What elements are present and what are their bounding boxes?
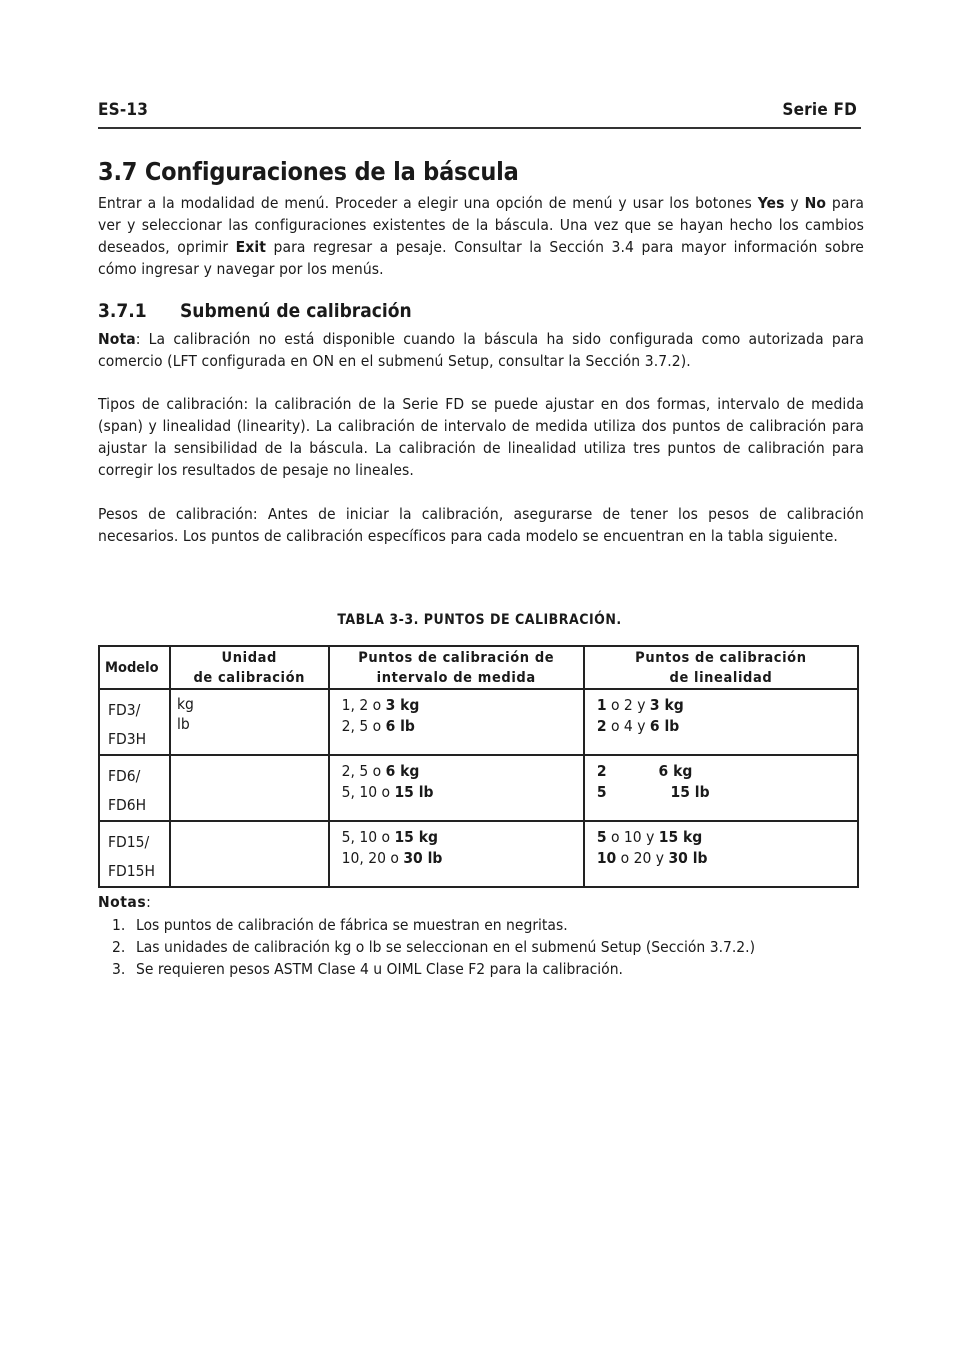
- exit-key-label: Exit: [235, 238, 267, 256]
- span-points-cell: [329, 821, 584, 887]
- notes-heading-colon: :: [146, 893, 152, 911]
- lin-point-values: o 10 y: [606, 828, 659, 846]
- section-intro: [98, 192, 864, 280]
- header-unit: [170, 646, 329, 689]
- span-point-values: 10, 20 o: [341, 849, 404, 867]
- note-text: : La calibración no está disponible cuando la báscula ha sido configurada como autorizada para comercio (LFT configurada en ON en el submenú Setup, consultar la Sección 3.7.2).: [98, 330, 864, 370]
- note-item-text: Los puntos de calibración de fábrica se muestran en negritas.: [136, 916, 568, 934]
- header-lin-line: Puntos de calibración: [635, 650, 807, 666]
- model-cell: [99, 689, 170, 755]
- unit-value: kg: [176, 695, 194, 713]
- lin-factory-point: 10: [596, 849, 617, 867]
- subsection-title: [98, 300, 412, 322]
- lin-point-values: o 2 y: [606, 696, 650, 714]
- header-unit-line: de calibración: [193, 670, 306, 686]
- lin-factory-point: 15 lb: [670, 783, 710, 801]
- note-label: Nota: [98, 330, 136, 348]
- section-title: 3.7 Configuraciones de la báscula: [98, 157, 519, 186]
- notes-heading: [98, 893, 151, 911]
- model-name: FD3/: [108, 701, 141, 719]
- span-points-cell: [329, 689, 584, 755]
- header-rule: [98, 127, 861, 129]
- header-model: Modelo: [99, 646, 170, 689]
- document-series: Serie FD: [782, 100, 857, 120]
- span-factory-point: 6 lb: [385, 717, 415, 735]
- intro-text: Entrar a la modalidad de menú. Proceder a elegir una opción de menú y usar los botones: [98, 194, 758, 212]
- unit-cell: [170, 755, 329, 821]
- table-row: [99, 755, 858, 821]
- header-span-line: intervalo de medida: [376, 670, 536, 686]
- yes-key-label: Yes: [757, 194, 785, 212]
- span-point-values: 5, 10 o: [341, 783, 395, 801]
- unit-value: lb: [176, 715, 190, 733]
- header-unit-line: Unidad: [221, 650, 277, 666]
- span-point-values: 1, 2 o: [341, 696, 386, 714]
- intro-text: y: [784, 194, 805, 212]
- note-item-text: Se requieren pesos ASTM Clase 4 u OIML Clase F2 para la calibración.: [136, 960, 623, 978]
- lin-factory-point: 30 lb: [668, 849, 708, 867]
- linearity-points-cell: [584, 755, 858, 821]
- span-factory-point: 3 kg: [385, 696, 420, 714]
- lin-factory-point: 1: [596, 696, 607, 714]
- subsection-number: 3.7.1: [98, 300, 147, 322]
- table-caption: TABLA 3-3. PUNTOS DE CALIBRACIÓN.: [337, 612, 622, 628]
- span-points-cell: [329, 755, 584, 821]
- lin-factory-point: 2: [596, 717, 607, 735]
- list-item: [112, 958, 862, 980]
- table-header-row: [99, 646, 858, 689]
- span-point-values: 2, 5 o: [341, 717, 386, 735]
- note-item-text: Las unidades de calibración kg o lb se seleccionan en el submenú Setup (Sección 3.7.2.): [136, 938, 756, 956]
- model-name: FD6H: [108, 796, 147, 814]
- subsection-title-text: Submenú de calibración: [180, 300, 412, 322]
- header-span-points: [329, 646, 584, 689]
- lin-factory-point: 5: [596, 828, 607, 846]
- list-item: [112, 936, 862, 958]
- unit-cell: [170, 689, 329, 755]
- lin-point-values: o 20 y: [616, 849, 669, 867]
- span-point-values: 2, 5 o: [341, 762, 386, 780]
- model-name: FD6/: [108, 767, 141, 785]
- note-number: 2.: [112, 938, 126, 956]
- model-cell: [99, 755, 170, 821]
- lin-factory-point: 15 kg: [658, 828, 703, 846]
- linearity-points-cell: [584, 821, 858, 887]
- lin-factory-point: 6 kg: [658, 762, 693, 780]
- unit-cell: [170, 821, 329, 887]
- notes-heading-text: Notas: [98, 893, 147, 911]
- model-cell: [99, 821, 170, 887]
- page-number: ES-13: [98, 100, 149, 120]
- model-name: FD15/: [108, 833, 150, 851]
- lin-factory-point: 5: [596, 783, 607, 801]
- span-point-values: 5, 10 o: [341, 828, 395, 846]
- calibration-points-table: [98, 645, 859, 888]
- table-row: [99, 689, 858, 755]
- note-paragraph: [98, 328, 864, 372]
- notes-list: [112, 914, 862, 980]
- span-factory-point: 6 kg: [385, 762, 420, 780]
- linearity-points-cell: [584, 689, 858, 755]
- span-factory-point: 15 kg: [394, 828, 438, 846]
- model-name: FD3H: [108, 730, 147, 748]
- note-number: 3.: [112, 960, 126, 978]
- calibration-weights-paragraph: Pesos de calibración: Antes de iniciar la calibración, asegurarse de tener los pesos de calibración necesarios. Los puntos de calibración específicos para cada modelo se encuentran en la tabla siguiente.: [98, 505, 864, 545]
- calibration-types-paragraph: Tipos de calibración: la calibración de la Serie FD se puede ajustar en dos formas, intervalo de medida (span) y linealidad (linearity). La calibración de intervalo de medida utiliza dos puntos de calibración para ajustar la sensibilidad de la báscula. La calibración de linealidad utiliza tres puntos de calibración para corregir los resultados de pesaje no lineales.: [98, 395, 864, 479]
- list-item: [112, 914, 862, 936]
- model-name: FD15H: [108, 862, 155, 880]
- span-factory-point: 15 lb: [394, 783, 434, 801]
- header-lin-line: de linealidad: [669, 670, 773, 686]
- lin-factory-point: 6 lb: [649, 717, 680, 735]
- header-linearity-points: [584, 646, 858, 689]
- intro-text: para ver y seleccionar las configuraciones existentes de la báscula. Una vez que se hayan hecho los cambios deseados, oprimir: [98, 194, 865, 256]
- lin-factory-point: 2: [596, 762, 607, 780]
- span-factory-point: 30 lb: [403, 849, 443, 867]
- header-span-line: Puntos de calibración de: [358, 650, 555, 666]
- intro-text: para regresar a pesaje. Consultar la Sección 3.4 para mayor información sobre cómo ingresar y navegar por los menús.: [98, 238, 864, 278]
- lin-point-values: o 4 y: [606, 717, 650, 735]
- note-number: 1.: [112, 916, 126, 934]
- no-key-label: No: [804, 194, 827, 212]
- lin-factory-point: 3 kg: [649, 696, 684, 714]
- table-row: [99, 821, 858, 887]
